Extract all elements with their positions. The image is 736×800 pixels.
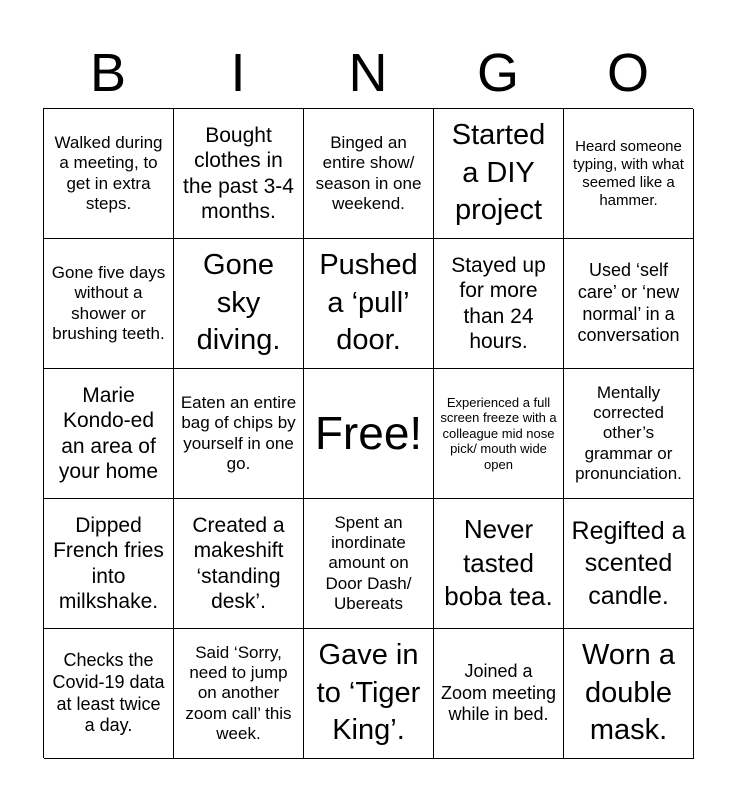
bingo-header (43, 38, 693, 108)
bingo-cell-text: Pushed a ‘pull’ door. (319, 248, 418, 357)
bingo-cell[interactable] (564, 239, 694, 369)
bingo-cell-text: Regifted a scented candle. (571, 516, 686, 610)
bingo-cell[interactable] (44, 369, 174, 499)
header-letter-n: N (348, 43, 388, 103)
header-letter-b: B (89, 43, 127, 103)
header-letter-g: G (476, 43, 519, 103)
bingo-cell-text: Stayed up for more than 24 hours. (451, 254, 546, 353)
bingo-cell-text: Eaten an entire bag of chips by yourself in one go. (180, 392, 297, 473)
bingo-cell[interactable] (304, 629, 434, 759)
bingo-cell-text: Gone sky diving. (196, 248, 281, 357)
header-letter-o: O (606, 43, 649, 103)
bingo-cell-text: Spent an inordinate amount on Door Dash/ Ubereats (325, 512, 412, 614)
bingo-cell[interactable] (174, 109, 304, 239)
bingo-cell[interactable] (434, 499, 564, 629)
bingo-cell[interactable] (44, 499, 174, 629)
bingo-cell-text: Binged an entire show/ season in one weekend. (315, 132, 422, 213)
bingo-cell-text: Joined a Zoom meeting while in bed. (440, 661, 557, 725)
bingo-cell[interactable] (564, 629, 694, 759)
free-space-cell[interactable] (304, 369, 434, 499)
bingo-cell-text: Used ‘self care’ or ‘new normal’ in a conversation (577, 260, 680, 346)
bingo-cell[interactable] (174, 629, 304, 759)
bingo-cell[interactable] (174, 239, 304, 369)
bingo-cell-text: Marie Kondo-ed an area of your home (58, 384, 159, 483)
bingo-cell[interactable] (44, 629, 174, 759)
bingo-cell-text: Never tasted boba tea. (444, 513, 553, 612)
bingo-cell-text: Started a DIY project (451, 118, 546, 227)
bingo-cell-text: Bought clothes in the past 3-4 months. (183, 124, 294, 223)
bingo-cell[interactable] (564, 369, 694, 499)
bingo-cell-text: Said ‘Sorry, need to jump on another zoom call’ this week. (185, 642, 292, 744)
bingo-cell-text: Mentally corrected other’s grammar or pronunciation. (575, 382, 682, 484)
bingo-cell-text: Experienced a full screen freeze with a colleague mid nose pick/ mouth wide open (440, 394, 557, 472)
bingo-cell-text: Dipped French fries into milkshake. (53, 514, 164, 613)
bingo-cell-text: Gave in to ‘Tiger King’. (316, 638, 421, 747)
bingo-cell[interactable] (434, 629, 564, 759)
bingo-cell[interactable] (44, 109, 174, 239)
bingo-card-grid (43, 108, 693, 758)
bingo-cell-text: Checks the Covid-19 data at least twice a day. (52, 650, 165, 736)
bingo-cell-text: Worn a double mask. (582, 638, 675, 747)
bingo-cell-text: Created a makeshift ‘standing desk’. (192, 514, 285, 613)
bingo-cell-text: Gone five days without a shower or brushing teeth. (51, 262, 166, 343)
bingo-cell[interactable] (304, 499, 434, 629)
bingo-cell[interactable] (564, 109, 694, 239)
header-letter-i: I (230, 43, 246, 103)
bingo-cell[interactable] (174, 369, 304, 499)
bingo-cell-text: Heard someone typing, with what seemed like a hammer. (573, 137, 684, 209)
bingo-cell[interactable] (174, 499, 304, 629)
bingo-cell[interactable] (434, 369, 564, 499)
free-space-text: Free! (314, 406, 423, 459)
bingo-cell[interactable] (304, 239, 434, 369)
bingo-cell[interactable] (434, 109, 564, 239)
bingo-cell[interactable] (564, 499, 694, 629)
bingo-cell-text: Walked during a meeting, to get in extra steps. (54, 132, 163, 213)
bingo-cell[interactable] (434, 239, 564, 369)
bingo-cell[interactable] (44, 239, 174, 369)
bingo-cell[interactable] (304, 109, 434, 239)
